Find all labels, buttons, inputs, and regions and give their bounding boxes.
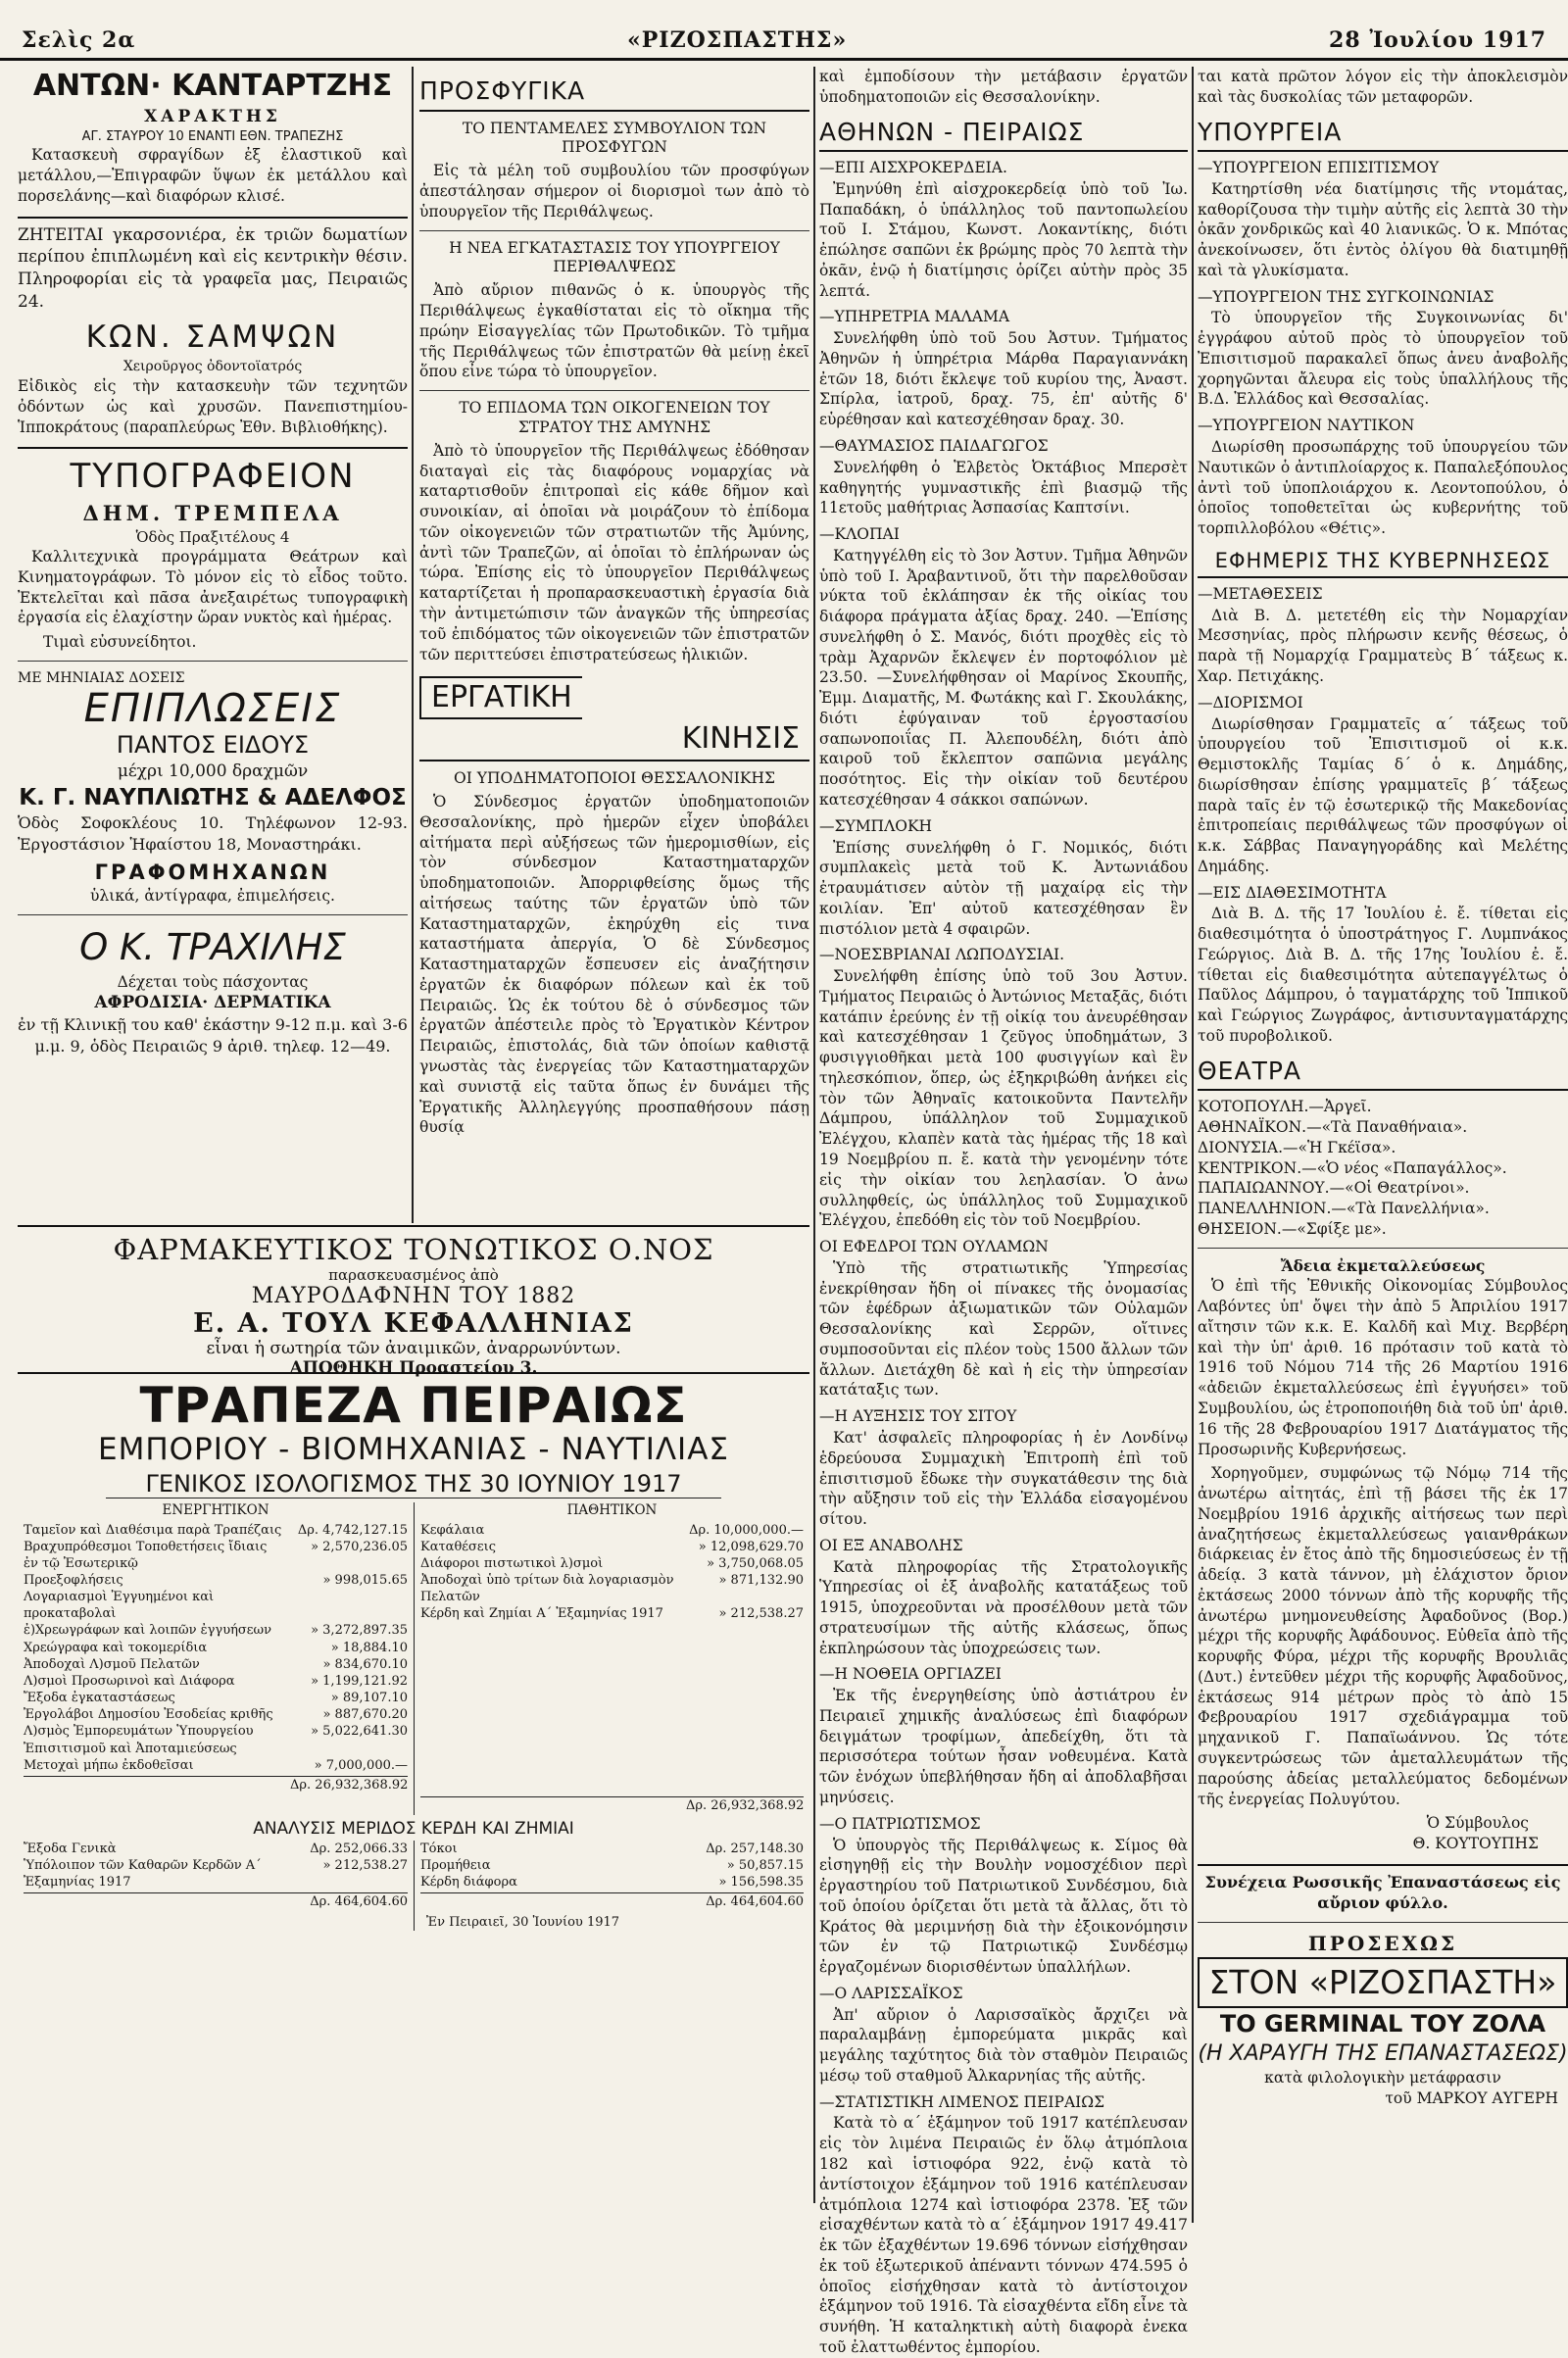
liabilities-side [414, 1502, 809, 1815]
column-rule [813, 67, 815, 2203]
news-item-heading: —Η ΑΥΞΗΣΙΣ ΤΟΥ ΣΙΤΟΥ [819, 1407, 1017, 1426]
liabilities-total-row [420, 1796, 804, 1814]
theatre-listing: ΑΘΗΝΑΪΚΟΝ.—«Τὰ Παναθήναια». [1198, 1118, 1468, 1137]
ministry-item-text: Κατηρτίσθη νέα διατίμησις τῆς ντομάτας, καθορίζουσα τὴν τιμὴν αὐτῆς εἰς λεπτὰ 30 τὴν ὀκᾶν χονδρικῶς καὶ 40 λιανικῶς. Ὁ κ. Μπότας ἀνεκοίνωσεν, ὅτι ἐντὸς ὀλίγου θὰ διατιμηθῇ καὶ τὰ γλυκίσματα. [1198, 179, 1568, 279]
heading-council: ΤΟ ΠΕΝΤΑΜΕΛΕΣ ΣΥΜΒΟΥΛΙΟΝ ΤΩΝ ΠΡΟΣΦΥΓΩΝ [462, 119, 767, 156]
divider [1198, 1922, 1568, 1923]
ad-print-text: Καλλιτεχνικὰ προγράμματα Θεάτρων καὶ Κινηματογράφων. Τὸ μόνον εἰς τὸ εἶδος τοῦτο. Ἐκτελεῖται καὶ πᾶσα ἀνεξαιρέτως τυπογραφικὴ ἐργασία εἰς ἐλαχίστην ὥραν νυκτὸς καὶ ἡμέρας. [18, 548, 408, 627]
assets-total-row [24, 1776, 408, 1793]
news-item-text: Συνελήφθη ὑπὸ τοῦ 5ου Ἀστυν. Τμήματος Ἀθηνῶν ἡ ὑπηρέτρια Μάρθα Παραγιαννάκη ἐτῶν 18, διότι ἔκλεψε τοῦ κυρίου της, Ἀναστ. Σπίρλα, ἰατροῦ, δραχ. 75, ἐπ' αὐτῆς δ' εὑρέθησαν καὶ κατεσχέθησαν δραχ. 30. [819, 329, 1188, 429]
asset-row-label: Λ)σμοὶ Προσωρινοὶ καὶ Διάφορα [24, 1673, 235, 1689]
news-item-heading: ΟΙ ΕΞ ΑΝΑΒΟΛΗΣ [819, 1536, 963, 1554]
asset-row [24, 1539, 408, 1572]
section-labor-1: ΕΡΓΑΤΙΚΗ [419, 676, 582, 719]
liability-row-amount: » 3,750,068.05 [707, 1555, 804, 1571]
divider [419, 390, 809, 391]
column-rule [1192, 67, 1194, 2223]
asset-row-amount: Δρ. 4,742,127.15 [297, 1522, 408, 1538]
pl-right-list [420, 1841, 804, 1891]
notice-translation: κατὰ φιλολογικὴν μετάφρασιν [1264, 2069, 1501, 2088]
asset-row [24, 1723, 408, 1756]
news-item-text: Ἀπ' αὔριον ὁ Λαρισσαϊκὸς ἄρχιζει νὰ παραλαμβάνῃ ἐμπορεύματα μικρᾶς καὶ μεγάλης ταχύτητος διὰ τὸν σταθμὸν Πειραιῶς μέσῳ τοῦ σταθμοῦ Ἀλκαρνηίας τῆς αὐτῆς. [819, 2005, 1188, 2085]
news-item-text: Συνελήφθη ὁ Ἑλβετὸς Ὀκτάβιος Μπερσὲτ καθηγητής γυμναστικῆς ἐπὶ βιασμῷ τῆς 11ετοῦς μαθήτριας Ἀσπασίας Καπτσίνι. [819, 458, 1188, 517]
text-installation: Ἀπὸ αὔριον πιθανῶς ὁ κ. ὑπουργὸς τῆς Περιθάλψεως ἐγκαθίσταται εἰς τὸ οἴκημα τῆς πρώην Εἰσαγγελίας τῶν Πρωτοδικῶν. Τὸ τμῆμα τῆς Περιθάλψεως τῶν ἐπιστρατῶν θὰ μείνῃ ἐκεῖ ὅπου εἶνε τώρα τὸ ὑπουργεῖον. [419, 281, 809, 381]
expense-row [24, 1841, 408, 1857]
asset-row-label: Λ)σμὸς Ἐμπορευμάτων Ὑπουργείου Ἐπισιτισμοῦ καὶ Ἀποταμιεύσεως [24, 1724, 254, 1756]
news-item-heading: —Ο ΛΑΡΙΣΣΑΪΚΟΣ [819, 1984, 963, 2002]
pharmacy-ad [18, 1225, 809, 1378]
asset-row [24, 1572, 408, 1589]
notice-novel: ΤΟ GERMINAL ΤΟΥ ΖΟΛΑ [1219, 2009, 1546, 2038]
liability-row-label: Κεφάλαια [420, 1522, 485, 1538]
bank-title: ΤΡΑΠΕΖΑ ΠΕΙΡΑΙΩΣ [139, 1377, 688, 1434]
newspaper-title: «ΡΙΖΟΣΠΑΣΤΗΣ» [627, 27, 848, 53]
news-item-text: Ἐμηνύθη ἐπὶ αἰσχροκερδείᾳ ὑπὸ τοῦ Ἰω. Παπαδάκη, ὁ ὑπάλληλος τοῦ παντοπωλείου τοῦ Ι. Στάμου, Κωνστ. Λοκαντίκης, διότι ἐπώλησε σαπῶνι ἐκ βρώμης πρὸς 70 λεπτὰ τὴν ὀκᾶν, ἐνῷ ἡ διατίμησις ὁρίζει αὐτὴν πρὸς 35 λεπτά. [819, 179, 1188, 300]
divider [18, 1225, 809, 1227]
asset-row [24, 1622, 408, 1639]
news-item-text: Ὑπὸ τῆς στρατιωτικῆς Ὑπηρεσίας ἐνεκρίθησαν ἤδη οἱ πίνακες τῆς ὀνομασίας τῶν ἐφέδρων ἀξιωματικῶν τῶν Οὐλαμῶν Θεσσαλονίκης καὶ Σερρῶν, οἵτινες συμποσοῦνται εἰς πλέον τοὺς 1500 ἄλλων τῶν ἄλλων. Διετάχθη δὲ καὶ ἡ εἰς τὴν ὑπηρεσίαν κατάταξις των. [819, 1258, 1188, 1400]
asset-row-amount: » 887,670.20 [322, 1707, 408, 1723]
liability-row-amount: » 212,538.27 [718, 1606, 804, 1622]
asset-row-amount [290, 1589, 408, 1622]
asset-row-label: Ἀποδοχαὶ Λ)σμοῦ Πελατῶν [24, 1656, 200, 1672]
ad-furniture-top: ΜΕ ΜΗΝΙΑΙΑΣ ΔΟΣΕΙΣ [18, 669, 185, 686]
theatre-listing: ΚΕΝΤΡΙΚΟΝ.—«Ὁ νέος «Παπαγάλλος». [1198, 1158, 1507, 1177]
notice-translator: τοῦ ΜΑΡΚΟΥ ΑΥΓΕΡΗ [1385, 2089, 1558, 2108]
ad-print-name: ΤΥΠΟΓΡΑΦΕΙΟΝ [70, 457, 356, 497]
heading-installation: Η ΝΕΑ ΕΓΚΑΤΑΣΤΑΣΙΣ ΤΟΥ ΥΠΟΥΡΓΕΙΟΥ ΠΕΡΙΘΑΛΨΕΩΣ [449, 238, 780, 275]
news-item-text: Κατηγγέλθη εἰς τὸ 3ον Ἀστυν. Τμῆμα Ἀθηνῶν ὑπὸ τοῦ Ι. Ἀραβαντινοῦ, ὅτι τὴν παρελθοῦσαν νύκτα τοῦ ἐκλάπησαν ἐκ τῆς οἰκίας του διάφορα πράγματα ἀξίας δραχ. 240. —Ἐπίσης συνελήφθη ὁ Σ. Μανός, διότι προχθὲς εἰς τὸ τρὰμ Ἀχαρνῶν ἔκλεψεν ἐν πορτοφόλιον μὲ 23.50. —Συνελήφθησαν οἱ Μαρίνος Σκουπῆς, Ἐμμ. Διαματῆς, Μ. Φωτάκης καὶ Γ. Σκουλάκης, διότι ἐφύγαιναν τοῦ ἐργοστασίου σαπωνοποιΐας Π. Ἀλεπουδέλη, διότι ἀπὸ καιροῦ τοῦ ἔκλεπτον σαπῶνια μεγάλης ποσότητος. Εἰς τὴν οἰκίαν τοῦ δευτέρου κατεσχέθησαν 4 σάκκοι σαπώνων. [819, 546, 1188, 809]
liability-row-amount: » 12,098,629.70 [698, 1539, 804, 1554]
gazette-list [1198, 584, 1568, 1047]
assets-heading: ΕΝΕΡΓΗΤΙΚΟΝ [162, 1501, 270, 1518]
income-row [420, 1857, 804, 1874]
gazette-item-text: Διὰ Β. Δ. τῆς 17 Ἰουλίου ἐ. ἔ. τίθεται εἰς διαθεσιμότητα ὁ ὑποστράτηγος Γ. Λυμπνάκος Γεώργιος. Διὰ Β. Δ. τῆς 17ης Ἰουλίου ἐ. ἔ. τίθεται εἰς διαθεσιμότητα αὐτεπαγγέλτως ὁ Παῦλος Δάμπρου, ὁ ταγματάρχης τοῦ Ἱππικοῦ καὶ Γεώργιος Ζωγράφος, ἀντισυνταγματάρχης τοῦ πυροβολικοῦ. [1198, 905, 1568, 1046]
asset-row-label: Βραχυπρόθεσμοι Τοποθετήσεις ἴδιαις ἐν τῷ Ἐσωτερικῷ [24, 1539, 268, 1571]
ad-furniture-address: Ὁδὸς Σοφοκλέους 10. Τηλέφωνον 12-93. Ἐργοστάσιον Ἡφαίστου 18, Μοναστηράκι. [18, 813, 408, 854]
pl-right [414, 1841, 809, 1932]
liability-row [420, 1539, 804, 1555]
asset-row-label: Ἐργολάβοι Δημοσίου Ἐσοδείας κριθῆς [24, 1707, 273, 1723]
section-athens-piraeus: ΑΘΗΝΩΝ - ΠΕΙΡΑΙΩΣ [819, 116, 1188, 153]
news-item-heading: —ΣΥΜΠΛΟΚΗ [819, 816, 933, 835]
ad-furniture-headline: ΕΠΙΠΛΩΣΕΙΣ [83, 685, 342, 731]
ad-furniture-kind: ΠΑΝΤΟΣ ΕΙΔΟΥΣ [116, 730, 310, 759]
liability-row-amount: Δρ. 10,000,000.— [689, 1522, 804, 1538]
news-item-heading: —ΕΠΙ ΑΙΣΧΡΟΚΕΡΔΕΙΑ. [819, 159, 1007, 177]
gazette-item-heading: —ΔΙΟΡΙΣΜΟΙ [1198, 693, 1303, 712]
text-shoemakers: Ὁ Σύνδεσμος ἐργατῶν ὑποδηματοποιῶν Θεσσαλονίκης, πρὸ ἡμερῶν εἶχεν ὑποβάλει αἰτήματα περὶ αὐξήσεως τῶν ἡμερομισθίων, εἰς τὸν σύνδεσμον Καταστηματαρχῶν ὑποδηματοποιῶν. Ἀπορριφθείσης ὅμως τῆς αἰτήσεως ταύτης τῶν ἐργατῶν ὑπὸ τῶν Καταστηματαρχῶν, ἐκηρύχθη εἰς τινα καταστήματα ἀπεργία, Ὁ δὲ Σύνδεσμος Καταστηματαρχῶν ἔσπευσεν εἰς ἀναζήτησιν ἐργατῶν ἐκ διαφόρων πόλεων καὶ ἐκ τοῦ Πειραιῶς. Ὡς ἐκ τούτου δὲ ὁ σύνδεσμος τῶν ἐργατῶν ἀπέστειλε πρὸς τὸ Ἐργατικὸν Κέντρον Πειραιῶς, ἐπιστολάς, διὰ τῶν ὁποίων καθιστᾷ γνωστὰς τὰς ἐνεργείας τῶν Καταστηματαρχῶν καὶ συνιστᾷ εἰς ταῦτα ὅπως ἐν δυνάμει τῆς Ἐργατικῆς Ἀλληλεγγύης προσπαθήσουν πάσῃ θυσίᾳ [419, 793, 809, 1137]
expense-row-amount: » 212,538.27 [322, 1857, 408, 1873]
liability-row-amount: » 871,132.90 [718, 1572, 804, 1588]
bank-signature: Ἐν Πειραιεῖ, 30 Ἰουνίου 1917 [426, 1915, 620, 1931]
ministries-column [1198, 67, 1568, 2223]
pl-right-total: Δρ. 464,604.60 [706, 1894, 804, 1910]
asset-row-label: Χρεώγραφα καὶ τοκομερίδια [24, 1640, 208, 1655]
liability-row [420, 1572, 804, 1605]
news-item-text: Κατ' ἀσφαλεῖς πληροφορίας ἡ ἐν Λονδίνῳ ἑδρεύουσα Συμμαχικὴ Ἐπιτροπὴ ἐπὶ τοῦ ἐπισιτισμοῦ ἔδωκε τὴν συγκατάθεσιν της διὰ τὴν αὔξησιν τοῦ εἰς τὴν Ἑλλάδα εἰσαγομένου σίτου. [819, 1428, 1188, 1529]
section-labor-2: ΚΙΝΗΣΙΣ [419, 719, 809, 761]
divider [18, 217, 408, 219]
ad-print-owner: ΔΗΜ. ΤΡΕΜΠΕΛΑ [82, 500, 343, 525]
pharmacy-title: ΦΑΡΜΑΚΕΥΤΙΚΟΣ ΤΟΝΩΤΙΚΟΣ Ο.ΝΟΣ [113, 1233, 714, 1266]
income-row-label: Τόκοι [420, 1841, 458, 1856]
asset-row-amount: » 1,199,121.92 [311, 1673, 408, 1689]
text-permit-2: Χορηγοῦμεν, συμφώνως τῷ Νόμῳ 714 τῆς ἀνωτέρω αἰτητάς, ἐπὶ τῇ βάσει τῆς ἐκ 17 Νοεμβρίου 1916 ἀρχικῆς αἰτήσεως των περὶ ἀναζητήσεως ἐκμεταλλεύσεως γαιανθράκων διάρκειας ἐν ἔτος ἀπὸ τῆς δημοσιεύσεως ἐν τῇ ἀδείᾳ. 3 κατὰ τάννον, μὴ ἐλάχιστον ὄριον ἐκτάσεως 2000 τόννων ἀπὸ τῆς κορυφῆς τῆς ἀνωτέρω μνημονευθείσης Ἀφαδοῦνος (Βορ.) μέχρι τῆς κορυφῆς Ἀφάδουνος. Εὐθεῖα ἀπὸ τῆς κορυφῆς Φύρα, μέχρι τῆς κορυφῆς Βρουλιᾶς (Δυτ.) ἐντεῦθεν μέχρι τῆς κορυφῆς Ἀφαδοῦνος, ἐκτάσεως 914 μέτρων πρὸς τὸ ἀπὸ 15 Φεβρουαρίου 1917 σχεδιάγραμμα τοῦ μηχανικοῦ Γ. Παπαϊωάννου. Ὡς τότε συγκεντρώσεως τῶν ἀμεταλλευμάτων τῆς παρούσης ἀδείας μεταλλεύματος δεδομένων τῆς ἐνεργείας Πολυγύτου. [1198, 1464, 1568, 1808]
ministry-item-heading: —ΥΠΟΥΡΓΕΙΟΝ ΤΗΣ ΣΥΓΚΟΙΝΩΝΙΑΣ [1198, 287, 1494, 306]
liability-row [420, 1605, 804, 1622]
text-permit-1: Ὁ ἐπὶ τῆς Ἐθνικῆς Οἰκονομίας Σύμβουλος Λαβόντες ὑπ' ὄψει τὴν ἀπὸ 5 Ἀπριλίου 1917 αἴτησιν τῶν κ.κ. Ε. Καλδῆ καὶ Μιχ. Βερβέρη καὶ τὴν ὑπ' ἀριθ. 16 πρότασιν τοῦ κατὰ τὸ 1916 τοῦ Νόμου 714 τῆς 26 Μαρτίου 1916 «ἀδειῶν ἐκμεταλλεύσεως ἐπὶ ἐγγυήσει» τοῦ Συμβουλίου, ὡς ἐτροποποιήθη διὰ τοῦ ὑπ' ἀριθ. 16 τῆς 28 Φεβρουαρίου 1917 Διατάγματος τῆς Προσωρινῆς Κυβερνήσεως. [1198, 1277, 1568, 1458]
ad-doctor-text1: Δέχεται τοὺς πάσχοντας [117, 972, 309, 991]
asset-row-amount: » 998,015.65 [322, 1572, 408, 1588]
column-rule [412, 67, 414, 1223]
pharmacy-depot: ΑΠΟΘΗΚΗ Προαστείου 3. [289, 1358, 538, 1378]
refugees-column [419, 67, 809, 1215]
ad-kantartzis-trade: ΧΑΡΑΚΤΗΣ [144, 107, 281, 127]
asset-row-label: ἐ)Χρεωγράφων καὶ λοιπῶν ἐγγυήσεων [24, 1623, 272, 1639]
asset-row [24, 1690, 408, 1706]
ad-samson-text: Εἰδικὸς εἰς τὴν κατασκευὴν τῶν τεχνητῶν ὀδόντων ὡς καὶ χρυσῶν. Πανεπιστημίου-Ἱπποκράτους (παραπλεύρως Ἐθν. Βιβλιοθήκης). [18, 377, 408, 436]
divider [18, 1372, 809, 1374]
gazette-item-text: Διωρίσθησαν Γραμματεῖς α΄ τάξεως τοῦ ὑπουργείου τοῦ Ἐπισιτισμοῦ οἱ κ.κ. Θεμιστοκλῆς Ταμίας δ΄ ὁ κ. Δημάδης, διωρίσθησαν ἐπίσης γραμματεῖς β΄ τάξεως παρὰ ταῖς ἐν τῷ ἐσωτερικῷ τῆς Μακεδονίας ἐπιτροπείαις περιθάλψεως τῶν προσφύγων οἱ κ.κ. Σάββας Παναγηγοράδης καὶ Μελέτης Δημάδης. [1198, 714, 1568, 875]
asset-row [24, 1589, 408, 1622]
liability-row-label: Καταθέσεις [420, 1539, 497, 1554]
expense-row-amount: Δρ. 252,066.33 [310, 1841, 408, 1856]
asset-row-label: Ταμεῖον καὶ Διαθέσιμα παρὰ Τραπέζαις [24, 1522, 282, 1538]
masthead [0, 0, 1568, 61]
liability-row [420, 1522, 804, 1539]
asset-row [24, 1673, 408, 1690]
news-item-heading: —Η ΝΟΘΕΙΑ ΟΡΓΙΑΖΕΙ [819, 1665, 1002, 1684]
news-item-text: Συνελήφθη ἐπίσης ὑπὸ τοῦ 3ου Ἀστυν. Τμήματος Πειραιῶς ὁ Ἀντώνιος Μεταξᾶς, διότι κατάπιν ἐρεύνης ἐν τῇ οἰκίᾳ του ἀνευρέθησαν καὶ κατεσχέθησαν 1 ζεῦγος ὑποδημάτων, 3 φυσιγγιοθῆκαι μετὰ 100 φυσιγγίων καὶ ἓν τηλεσκόπιον, ὅπερ, ὡς ἐξηκριβώθη ἀνήκει εἰς τὸν τῶν Ἀθηναῖς κατοικοῦντα Παντελῆν Δάμπρου, ὑπάλληλον τοῦ Συμμαχικοῦ Ἐλέγχου, κλαπὲν κατὰ τὰς ἡμέρας τῆς 18 καὶ 19 Νοεμβρίου π. ἔ. κατὰ τὴν γενομένην τότε εἰς τὴν οἰκίαν του λεηλασίαν. Ὁ ἀνω συλληφθείς, ὡς ὑπάλληλος τοῦ Συμμαχικοῦ Ἐλέγχου, ἐπεδόθη εἰς τὸν τοῦ Νοεμβρίου. [819, 967, 1188, 1230]
ministry-item-text: Τὸ ὑπουργεῖον τῆς Συγκοινωνίας δι' ἐγγράφου αὐτοῦ πρὸς τὸ ὑπουργεῖον τοῦ Ἐπισιτισμοῦ παρακαλεῖ ὅπως ἀνευ ἀναβολῆς χορηγῶνται ἄλευρα εἰς τοὺς ὑπαλλήλους τῆς Β.Δ. Ἑλλάδος καὶ Θεσσαλίας. [1198, 309, 1568, 409]
section-government-gazette: ΕΦΗΜΕΡΙΣ ΤΗΣ ΚΥΒΕΡΝΗΣΕΩΣ [1198, 547, 1568, 578]
ad-print-price: Τιμαὶ εὐσυνείδητοι. [43, 633, 197, 652]
asset-row-amount: » 2,570,236.05 [311, 1539, 408, 1554]
news-list [819, 158, 1188, 2358]
gazette-item-heading: —ΜΕΤΑΘΕΣΕΙΣ [1198, 584, 1323, 603]
asset-row-amount: » 3,272,897.35 [311, 1623, 408, 1639]
ad-doctor-specialty: ΑΦΡΟΔΙΣΙΑ· ΔΕΡΜΑΤΙΚΑ [94, 993, 331, 1013]
divider [18, 914, 408, 915]
section-ministries: ΥΠΟΥΡΓΕΙΑ [1198, 116, 1568, 153]
ad-furniture-limit: μέχρι 10,000 δραχμῶν [117, 761, 309, 781]
issue-date: 28 Ἰουλίου 1917 [1329, 27, 1546, 53]
liability-row-label: Διάφοροι πιστωτικοὶ λ)σμοὶ [420, 1555, 604, 1571]
asset-row-amount: » 7,000,000.— [314, 1757, 408, 1773]
asset-row-amount: » 5,022,641.30 [311, 1724, 408, 1740]
athens-piraeus-column [819, 67, 1188, 2356]
income-row-amount: Δρ. 257,148.30 [706, 1841, 804, 1856]
asset-row [24, 1640, 408, 1656]
pharmacy-prepared: παρασκευασμένος ἀπὸ [328, 1266, 499, 1284]
pharmacy-maker: Ε. Α. ΤΟΥΛ ΚΕΦΑΛΛΗΝΙΑΣ [193, 1308, 634, 1339]
asset-row [24, 1757, 408, 1774]
news-item-heading: —ΘΑΥΜΑΣΙΟΣ ΠΑΙΔΑΓΩΓΟΣ [819, 436, 1049, 455]
news-item-heading: —ΚΛΟΠΑΙ [819, 525, 900, 544]
ad-print-address: Ὁδὸς Πραξιτέλους 4 [135, 527, 290, 546]
ad-kantartzis-name: ΑΝΤΩΝ· ΚΑΝΤΑΡΤΖΗΣ [32, 69, 393, 103]
liability-row [420, 1555, 804, 1572]
liabilities-list [420, 1522, 804, 1623]
ads-column [18, 67, 408, 1215]
pl-left-list [24, 1841, 408, 1891]
bank-balance-title: ΓΕΝΙΚΟΣ ΙΣΟΛΟΓΙΣΜΟΣ ΤΗΣ 30 ΙΟΥΝΙΟΥ 1917 [106, 1470, 721, 1498]
bank-subtitle: ΕΜΠΟΡΙΟΥ - ΒΙΟΜΗΧΑΝΙΑΣ - ΝΑΥΤΙΛΙΑΣ [98, 1431, 729, 1467]
liabilities-heading: ΠΑΘΗΤΙΚΟΝ [566, 1501, 658, 1518]
notice-paper-name: ΣΤΟΝ «ΡΙΖΟΣΠΑΣΤΗ» [1198, 1957, 1568, 2008]
news-item-text: Ἐκ τῆς ἐνεργηθείσης ὑπὸ ἀστιάτρου ἐν Πειραιεῖ χημικῆς ἀναλύσεως ἐπὶ διαφόρων δειγμάτων τροφίμων, ἀπεδείχθη, ὅτι τὰ περισσότερα τούτων ἦσαν νοθευμένα. Κατὰ τῶν ἐνόχων ὑπεβλήθησαν ἤδη αἱ ἀποδλαβῆσαι μηνύσεις. [819, 1687, 1188, 1806]
notice-continuation: Συνέχεια Ρωσσικῆς Ἐπαναστάσεως εἰς αὔριον φύλλο. [1204, 1872, 1561, 1913]
asset-row [24, 1656, 408, 1673]
asset-row [24, 1522, 408, 1539]
balance-ledger [18, 1502, 809, 1815]
text-continuation: ται κατὰ πρῶτον λόγον εἰς τὴν ἀποκλεισμὸν καὶ τὰς δυσκολίας τῶν μεταφορῶν. [1198, 68, 1568, 106]
asset-row-amount: » 89,107.10 [330, 1691, 408, 1706]
expense-row-label: Ὑπόλοιπον τῶν Καθαρῶν Κερδῶν Α΄ Ἐξαμηνίας 1917 [24, 1857, 262, 1890]
liabilities-total: Δρ. 26,932,368.92 [686, 1798, 805, 1814]
income-row-label: Κέρδη διάφορα [420, 1874, 517, 1890]
asset-row-label: Προεξοφλήσεις [24, 1572, 123, 1588]
asset-row-label: Λογαριασμοὶ Ἐγγυημένοι καὶ προκαταβολαὶ [24, 1590, 215, 1622]
theatre-list [1198, 1097, 1568, 1239]
ministry-item-heading: —ΥΠΟΥΡΓΕΙΟΝ ΕΠΙΣΙΤΙΣΜΟΥ [1198, 159, 1440, 177]
divider [18, 661, 408, 662]
theatre-listing: ΘΗΣΕΙΟΝ.—«Σφίξε με». [1198, 1219, 1387, 1238]
assets-total: Δρ. 26,932,368.92 [290, 1777, 409, 1793]
ministry-item-heading: —ΥΠΟΥΡΓΕΙΟΝ ΝΑΥΤΙΚΟΝ [1198, 417, 1415, 435]
pl-left-total-row [24, 1892, 408, 1910]
text-allowance: Ἀπὸ τὸ ὑπουργεῖον τῆς Περιθάλψεως ἐδόθησαν διαταγαὶ εἰς τὰς διαφόρους νομαρχίας νὰ καταρτισθοῦν ἐπιτροπαὶ εἰς κάθε δῆμον καὶ συνοικίαν, αἱ ὁποῖαι νὰ μοιράζουν τὸ ἐπίδομα τῶν οἰκογενειῶν τῶν στρατιωτῶν τῆς Ἀμύνης, ἀντὶ τῶν Τραπεζῶν, αἱ ὁποῖαι τὸ ἐπλήρωναν ὡς τώρα. Ἐπίσης εἰς τὸ ὑπουργεῖον Περιθάλψεως καταρτίζεται ἡ προπαρασκευαστικὴ ἐργασία διὰ τὴν ἀντιμετώπισιν τῶν ἀναγκῶν τῆς ὑπηρεσίας τοῦ ἐπιδόματος τῶν οἰκογενειῶν τῶν ἐπιστρατῶν τῶν περιττεύσει ἐπιστρατεύσεως ἡλικιῶν. [419, 441, 809, 663]
profit-loss-heading: ΑΝΑΛΥΣΙΣ ΜΕΡΙΔΟΣ ΚΕΡΔΗ ΚΑΙ ΖΗΜΙΑΙ [253, 1818, 574, 1839]
divider [419, 230, 809, 231]
ad-doctor-name: Ο Κ. ΤΡΑΧΙΛΗΣ [79, 926, 346, 969]
asset-row-label: Μετοχαὶ μήπω ἐκδοθεῖσαι [24, 1757, 194, 1773]
pl-left [18, 1841, 414, 1932]
news-item-text: Ἐπίσης συνελήφθη ὁ Γ. Νομικός, διότι συμπλακεὶς μετὰ τοῦ Κ. Ἀντωνιάδου ἐτραυμάτισεν αὐτὸν τῇ μαχαίρᾳ εἰς τὴν κοιλίαν. Ἐπ' αὐτοῦ κατεσχέθησαν ἓν πιστόλιον μετὰ 4 σφαιρῶν. [819, 838, 1188, 938]
expense-row [24, 1857, 408, 1891]
news-item-heading: —ΝΟΕΣΒΡΙΑΝΑΙ ΛΩΠΟΔΥΣΙΑΙ. [819, 946, 1065, 964]
asset-row-amount: » 834,670.10 [322, 1656, 408, 1672]
heading-allowance: ΤΟ ΕΠΙΔΟΜΑ ΤΩΝ ΟΙΚΟΓΕΝΕΙΩΝ ΤΟΥ ΣΤΡΑΤΟΥ ΤΗΣ ΑΜΥΝΗΣ [459, 399, 770, 436]
ad-doctor-text2: ἐν τῇ Κλινικῇ του καθ' ἑκάστην 9-12 π.μ. καὶ 3-6 μ.μ. 9, ὁδὸς Πειραιῶς 9 ἀριθ. τηλεφ. 12—49. [18, 1015, 408, 1056]
gazette-item-heading: —ΕΙΣ ΔΙΑΘΕΣΙΜΟΤΗΤΑ [1198, 883, 1387, 902]
pharmacy-text: εἶναι ἡ σωτηρία τῶν ἀναιμικῶν, ἀναρρωνύντων. [206, 1339, 621, 1358]
text-continuation: καὶ ἐμποδίσουν τὴν μετάβασιν ἐργατῶν ὑποδηματοποιῶν εἰς Θεσσαλονίκην. [819, 68, 1188, 106]
ministry-item-text: Διωρίσθη προσωπάρχης τοῦ ὑπουργείου τῶν Ναυτικῶν ὁ ἀντιπλοίαρχος κ. Παπαλεξόπουλος ἀντὶ τοῦ ὑποπλοιάρχου κ. Λεοντοπούλου, ὁ ὁποῖος τοποθετεῖται ὡς κυβερνήτης τοῦ τορπιλλοβόλου «Θέτις». [1198, 437, 1568, 538]
expense-row-label: Ἔξοδα Γενικὰ [24, 1841, 117, 1856]
heading-permit: Ἄδεια ἐκμεταλλεύσεως [1280, 1255, 1486, 1275]
theatre-listing: ΚΟΤΟΠΟΥΛΗ.—Ἀργεῖ. [1198, 1098, 1372, 1116]
text-council: Εἰς τὰ μέλη τοῦ συμβουλίου τῶν προσφύγων ἀπεστάλησαν σήμερον οἱ διορισμοὶ των ἀπὸ τὸ ὑπουργεῖον τῆς Περιθάλψεως. [419, 162, 809, 221]
ad-samson-name: ΚΩΝ. ΣΑΜΨΩΝ [85, 319, 340, 355]
ad-kantartzis-text: Κατασκευὴ σφραγίδων ἐξ ἐλαστικοῦ καὶ μετάλλου,—Ἐπιγραφῶν ὕψων ἐκ μετάλλου καὶ πορσελάνης—καὶ διαφόρων κλισέ. [18, 146, 408, 205]
news-item-heading: —Ο ΠΑΤΡΙΩΤΙΣΜΟΣ [819, 1814, 981, 1833]
pharmacy-wine: ΜΑΥΡΟΔΑΦΝΗΝ ΤΟΥ 1882 [251, 1284, 576, 1308]
ministries-list [1198, 158, 1568, 539]
ad-samson-trade: Χειροῦργος ὀδοντοϊατρός [122, 359, 303, 375]
news-item-text: Κατὰ πληροφορίας τῆς Στρατολογικῆς Ὑπηρεσίας οἱ ἐξ ἀναβολῆς κατατάξεως τοῦ 1915, ὑποχρεοῦνται νὰ προσέλθουν μετὰ τῶν στρατευσίμων τῆς αὐτῆς κλάσεως, ὅπως ἐκπληρώσουν τὰς ὑποχρεώσεις των. [819, 1557, 1188, 1657]
heading-shoemakers: ΟΙ ΥΠΟΔΗΜΑΤΟΠΟΙΟΙ ΘΕΣΣΑΛΟΝΙΚΗΣ [454, 768, 775, 787]
income-row-label: Προμήθεια [420, 1857, 491, 1873]
ad-typewriter-title: ΓΡΑΦΟΜΗΧΑΝΩΝ [94, 860, 331, 885]
notice-novel-subtitle: (Η ΧΑΡΑΥΓΗ ΤΗΣ ΕΠΑΝΑΣΤΑΣΕΩΣ) [1198, 2040, 1568, 2066]
asset-row-amount: » 18,884.10 [330, 1640, 408, 1655]
divider [18, 447, 408, 449]
news-item-heading: ΟΙ ΕΦΕΔΡΟΙ ΤΩΝ ΟΥΛΑΜΩΝ [819, 1238, 1049, 1256]
news-item-text: Ὁ ὑπουργὸς τῆς Περιθάλψεως κ. Σίμος θὰ εἰσηγηθῇ εἰς τὴν Βουλὴν νομοσχέδιον περὶ ἐργαστηρίου τοῦ Πατριωτικοῦ Συνδέσμου, διὰ τοῦ ὁποίου ὁρίζεται ὅτι μετὰ τὰ ἄλλας, ὅτι τὸ Κράτος θὰ μεριμνήσῃ διὰ τὴν ἐξοικονόμησιν τῶν ἐν τῷ Πατριωτικῷ Συνδέσμῳ ἐργαζομένων διορισθέντων ὑπαλλήλων. [819, 1836, 1188, 1977]
liability-row-label: Κέρδη καὶ Ζημίαι Α΄ Ἐξαμηνίας 1917 [420, 1606, 663, 1622]
bank-balance-sheet [18, 1372, 809, 1931]
asset-row-label: Ἔξοδα ἐγκαταστάσεως [24, 1691, 175, 1706]
news-item-heading: —ΥΠΗΡΕΤΡΙΑ ΜΑΛΑΜΑ [819, 308, 1010, 326]
income-row-amount: » 50,857.15 [726, 1857, 804, 1873]
gazette-item-text: Διὰ Β. Δ. μετετέθη εἰς τὴν Νομαρχίαν Μεσσηνίας, πρὸς πλήρωσιν κενῆς θέσεως, ὁ παρὰ τῇ Νομαρχίᾳ Γραμματεὺς Β΄ τάξεως κ. Χαρ. Πετιχάκης. [1198, 606, 1568, 685]
pl-right-total-row [420, 1892, 804, 1910]
income-row-amount: » 156,598.35 [718, 1874, 804, 1890]
pl-left-total: Δρ. 464,604.60 [310, 1894, 408, 1910]
permit-signer-role: Ὁ Σύμβουλος [1426, 1814, 1529, 1833]
assets-list [24, 1522, 408, 1774]
income-row [420, 1841, 804, 1857]
liability-row-label: Ἀποδοχαὶ ὑπὸ τρίτων διὰ λογαριασμὸν Πελατῶν [420, 1572, 674, 1605]
news-item-heading: —ΣΤΑΤΙΣΤΙΚΗ ΛΙΜΕΝΟΣ ΠΕΙΡΑΙΩΣ [819, 2092, 1105, 2111]
permit-signer: Θ. ΚΟΥΤΟΥΠΗΣ [1412, 1835, 1539, 1853]
page-number: Σελὶς 2α [22, 27, 136, 53]
income-row [420, 1874, 804, 1891]
theatre-listing: ΠΑΝΕΛΛΗΝΙΟΝ.—«Τὰ Πανελλήνια». [1198, 1200, 1490, 1218]
asset-row [24, 1706, 408, 1723]
profit-loss-ledger [18, 1841, 809, 1932]
section-refugees: ΠΡΟΣΦΥΓΙΚΑ [419, 74, 809, 112]
theatre-listing: ΠΑΠΑΙΩΑΝΝΟΥ.—«Οἱ Θεατρίνοι». [1198, 1179, 1470, 1198]
assets-side [18, 1502, 414, 1815]
theatre-listing: ΔΙΟΝΥΣΙΑ.—«Ἡ Γκέϊσα». [1198, 1138, 1396, 1156]
ad-wanted: ΖΗΤΕΙΤΑΙ γκαρσονιέρα, ἐκ τριῶν δωματίων περίπου ἐπιπλωμένη καὶ εἰς κεντρικὴν θέσιν. Πληροφορίαι εἰς τὰ γραφεῖα μας, Πειραιῶς 24. [18, 224, 408, 312]
news-item-text: Κατὰ τὸ α΄ ἑξάμηνον τοῦ 1917 κατέπλευσαν εἰς τὸν λιμένα Πειραιῶς ἐν ὅλῳ ἀτμόπλοια 182 καὶ ἱστιοφόρα 922, ἐνῷ κατὰ τὸ ἀντίστοιχον ἑξάμηνον τοῦ 1916 κατέπλευσαν ἀτμόπλοια 1274 καὶ ἱστιοφόρα 2378. Ἐξ τῶν εἰσαχθέντων κατὰ τὸ α΄ ἑξάμηνον 1917 49.417 ἐκ τῶν ἐξαχθέντων 19.696 τόννων εἰσήχθησαν ἐκ τοῦ ἐξωτερικοῦ ἀπέναντι τόννων 474.595 ὁ ὁποῖος εἰσήχθησαν κατὰ τὸ ἀντίστοιχον ἑξάμηνον τοῦ 1916. Τὰ εἰσαχθέντα εἴδη εἶνε τὰ συνήθη. Ἡ καταληκτικὴ αὐτὴ διαφορὰ ἐνεκα τοῦ ἐλαττωθέντος ἐμπορίου. [819, 2114, 1188, 2356]
ad-kantartzis-address: ΑΓ. ΣΤΑΥΡΟΥ 10 ΕΝΑΝΤΙ ΕΘΝ. ΤΡΑΠΕΖΗΣ [81, 128, 344, 144]
divider [1198, 1864, 1568, 1866]
ad-furniture-firm: Κ. Γ. ΝΑΥΠΛΙΩΤΗΣ & ΑΔΕΛΦΟΣ [19, 784, 407, 811]
notice-soon: ΠΡΟΣΕΧΩΣ [1307, 1931, 1458, 1955]
section-theatres: ΘΕΑΤΡΑ [1198, 1055, 1568, 1092]
ad-typewriter-text: ὑλικά, ἀντίγραφα, ἐπιμελήσεις. [90, 887, 335, 906]
divider [1198, 1248, 1568, 1249]
